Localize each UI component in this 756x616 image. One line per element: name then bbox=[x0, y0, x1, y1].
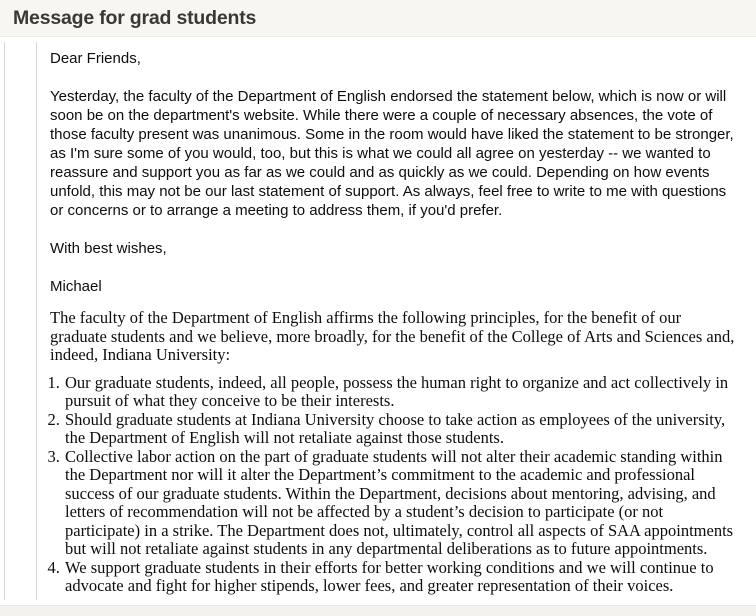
statement-intro: The faculty of the Department of English affirms the following principles, for the benefit of our graduate students and we believe, more broadly, for the benefit of the College of Arts and Sciences and, indeed, Indiana University: bbox=[50, 308, 735, 364]
message-body bbox=[0, 37, 756, 605]
principle-item-2: 2. Should graduate students at Indiana University choose to take action as employees of the university, the Department of English will not retaliate against those students. bbox=[64, 411, 742, 448]
quote-level-1 bbox=[4, 42, 756, 600]
title-bar bbox=[0, 0, 756, 37]
principle-item-3: 3. Collective labor action on the part of graduate students will not alter their academic standing within the Department nor will it alter the Department’s commitment to the academic and professional success of our graduate students. Within the Department, decisions about mentoring, advising, and letters of recommendation will not be affected by a student’s decision to participate (or not participate) in a strike. The Department does not, ultimately, control all aspects of SAA appointments but will not retaliate against students in any departmental deliberations as to future appointments. bbox=[64, 448, 742, 559]
principle-item-4: 4. We support graduate students in their efforts for better working conditions and we will continue to advocate and fight for higher stipends, lower fees, and greater representation of their voices. bbox=[64, 559, 742, 596]
page-title: Message for grad students bbox=[13, 6, 257, 29]
greeting-text: Dear Friends, bbox=[50, 50, 141, 67]
principle-item-1: 1. Our graduate students, indeed, all people, possess the human right to organize and act collectively in pursuit of what they conceive to be their interests. bbox=[64, 374, 742, 411]
bottom-bar bbox=[0, 605, 756, 616]
body-paragraph: Yesterday, the faculty of the Department of English endorsed the statement below, which is now or will soon be on the department's website. While there were a couple of necessary absences, the vote of those faculty present was unanimous. Some in the room would have liked the statement to be stronger, as I'm sure some of you would, too, but this is what we could all agree on yesterday -- we wanted to reassure and support you as far as we could and as quickly as we could. Depending on how events unfold, this may not be our last statement of support. As always, feel free to write to me with questions or concerns or to arrange a meeting to address them, if you'd prefer. bbox=[50, 88, 734, 219]
signature-text: Michael bbox=[50, 278, 102, 295]
principles-list bbox=[50, 374, 742, 596]
closing-text: With best wishes, bbox=[50, 240, 167, 257]
quote-level-2 bbox=[36, 42, 756, 600]
